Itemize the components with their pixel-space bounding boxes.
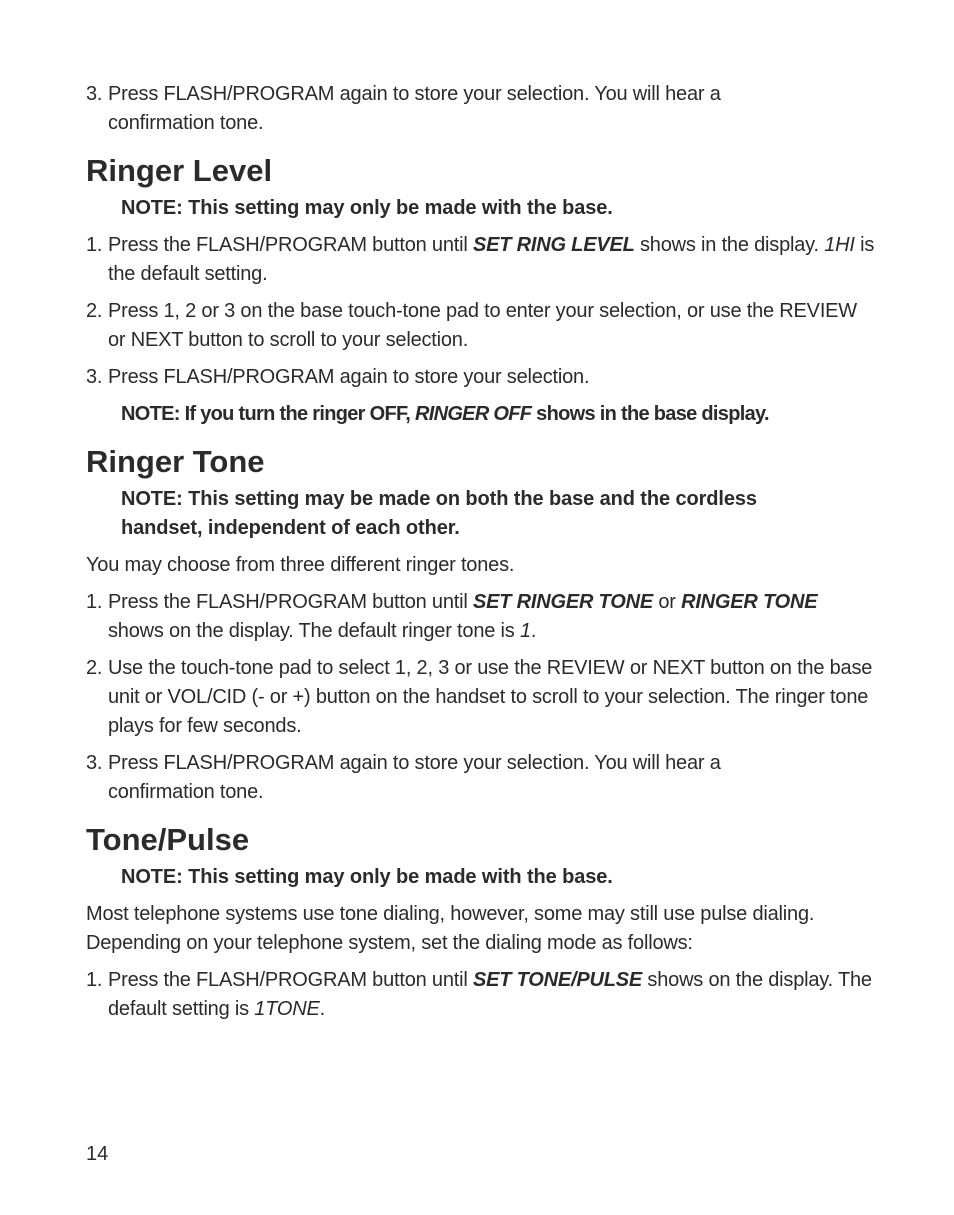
default-value: 1 — [519, 620, 531, 642]
step-3 — [86, 363, 876, 392]
default-value: 1TONE — [254, 998, 320, 1020]
section-intro: You may choose from three different ringer tones. — [86, 554, 515, 576]
section-ringer-tone — [86, 443, 876, 807]
step-text: Use the touch-tone pad to select 1, 2, 3 or use the REVIEW or NEXT button on the base unit or VOL/CID (- or +) button on the handset to scroll to your selection. The ringer tone plays for few seconds. — [108, 657, 873, 737]
section-title-ringer-tone: Ringer Tone — [86, 444, 265, 479]
step-text: is the default setting. — [108, 234, 875, 285]
display-text: RINGER TONE — [681, 591, 818, 613]
step-number: 3. — [86, 83, 103, 105]
display-text: SET RING LEVEL — [472, 234, 635, 256]
step-text: Press the FLASH/PROGRAM button until — [108, 969, 473, 991]
note-base-only: NOTE: This setting may only be made with the base. — [121, 197, 613, 219]
note-ringer-off — [121, 400, 876, 429]
step-number: 2. — [86, 300, 103, 322]
note-base-only: NOTE: This setting may only be made with the base. — [121, 866, 613, 888]
step-1 — [86, 966, 876, 1024]
step-number: 2. — [86, 657, 103, 679]
default-value: 1HI — [824, 234, 855, 256]
step-text: Press FLASH/PROGRAM again to store your selection. You will hear a confirmation tone. — [108, 752, 721, 803]
step-2 — [86, 297, 876, 355]
note-text: NOTE: If you turn the ringer OFF, — [121, 403, 415, 425]
manual-page — [86, 80, 876, 1032]
page-number: 14 — [86, 1143, 109, 1165]
display-text: RINGER OFF — [414, 403, 532, 425]
step-text: or — [652, 591, 682, 613]
section-title-ringer-level: Ringer Level — [86, 153, 273, 188]
step-number: 1. — [86, 591, 103, 613]
step-text: . — [530, 620, 537, 642]
step-2 — [86, 654, 876, 741]
step-text: Press FLASH/PROGRAM again to store your selection. You will hear a confirmation tone. — [108, 83, 721, 134]
step-text: shows on the display. The default setting is — [108, 969, 872, 1020]
step-number: 3. — [86, 366, 103, 388]
section-tone-pulse — [86, 821, 876, 1024]
step-text: Press FLASH/PROGRAM again to store your selection. — [108, 366, 590, 388]
display-text: SET TONE/PULSE — [472, 969, 643, 991]
step-number: 3. — [86, 752, 103, 774]
step-number: 1. — [86, 969, 103, 991]
step-text: shows on the display. The default ringer tone is — [108, 620, 520, 642]
section-ringer-level — [86, 152, 876, 429]
step-store-selection — [86, 80, 758, 138]
step-1 — [86, 588, 876, 646]
step-3 — [86, 749, 758, 807]
section-intro: Most telephone systems use tone dialing, however, some may still use pulse dialing. Depending on your telephone system, set the dialing mode as follows: — [86, 903, 815, 954]
step-text: Press the FLASH/PROGRAM button until — [108, 234, 473, 256]
step-text: Press the FLASH/PROGRAM button until — [108, 591, 473, 613]
note-text: shows in the base display. — [531, 403, 769, 425]
step-text: Press 1, 2 or 3 on the base touch-tone pad to enter your selection, or use the REVIEW or NEXT button to scroll to your selection. — [108, 300, 857, 351]
step-1 — [86, 231, 876, 289]
step-number: 1. — [86, 234, 103, 256]
step-text: shows in the display. — [634, 234, 825, 256]
note-base-and-handset: NOTE: This setting may be made on both the base and the cordless handset, independent of each other. — [121, 488, 757, 539]
section-title-tone-pulse: Tone/Pulse — [86, 822, 250, 857]
step-text: . — [319, 998, 325, 1020]
display-text: SET RINGER TONE — [472, 591, 653, 613]
